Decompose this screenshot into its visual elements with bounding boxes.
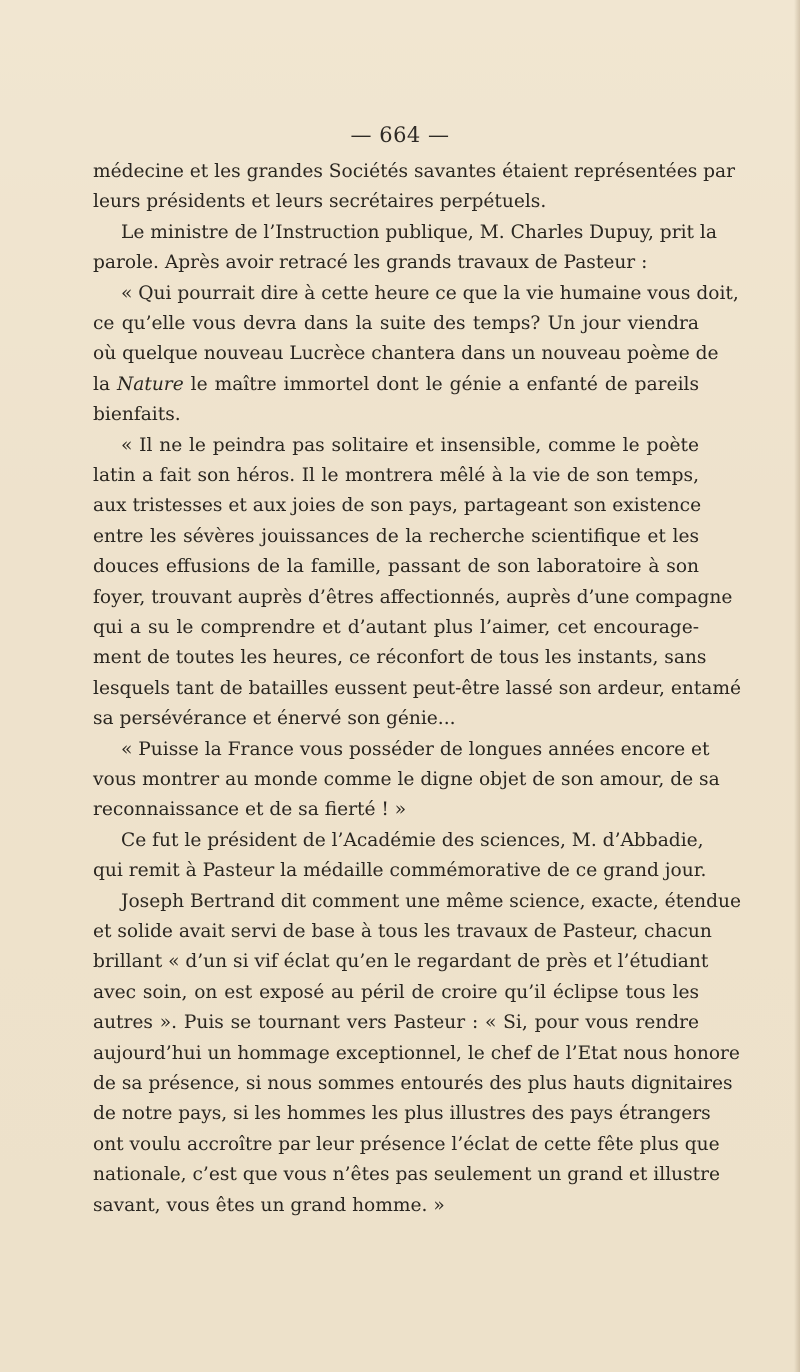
text-line: autres ». Puis se tournant vers Pasteur : « Si, pour vous rendre — [93, 1012, 699, 1034]
text-line: la Nature le maître immortel dont le génie a enfanté de pareils — [93, 373, 699, 395]
text-line: bienfaits. — [93, 404, 181, 426]
text-line: de notre pays, si les hommes les plus illustres des pays étrangers — [93, 1103, 711, 1125]
text-line: « Puisse la France vous posséder de longues années encore et — [121, 738, 710, 760]
text-line: qui remit à Pasteur la médaille commémorative de ce grand jour. — [93, 860, 707, 882]
text-line: « Il ne le peindra pas solitaire et insensible, comme le poète — [121, 434, 699, 456]
text-line: où quelque nouveau Lucrèce chantera dans un nouveau poème de — [93, 343, 719, 365]
text-line: foyer, trouvant auprès d’êtres affectionnés, auprès d’une compagne — [93, 586, 733, 608]
text-line: ce qu’elle vous devra dans la suite des temps? Un jour viendra — [93, 313, 699, 334]
text-line: sa persévérance et énervé son génie... — [93, 708, 456, 730]
text-line: et solide avait servi de base à tous les travaux de Pasteur, chacun — [93, 921, 712, 942]
text-line: savant, vous êtes un grand homme. » — [93, 1194, 445, 1216]
italic-title: Nature — [117, 373, 184, 395]
text-line: nationale, c’est que vous n’êtes pas seulement un grand et illustre — [93, 1164, 721, 1186]
text-line: Ce fut le président de l’Académie des sciences, M. d’Abbadie, — [121, 829, 704, 851]
text-line: parole. Après avoir retracé les grands travaux de Pasteur : — [93, 252, 648, 274]
text-line: douces effusions de la famille, passant de son laboratoire à son — [93, 556, 699, 578]
text-line: lesquels tant de batailles eussent peut-être lassé son ardeur, entamé — [93, 677, 742, 699]
text-line: ment de toutes les heures, ce réconfort de tous les instants, sans — [93, 647, 707, 669]
text-line: qui a su le comprendre et d’autant plus l’aimer, cet encourage- — [93, 617, 699, 638]
text-line: aujourd’hui un hommage exceptionnel, le chef de l’Etat nous honore — [93, 1042, 740, 1064]
text-line: brillant « d’un si vif éclat qu’en le regardant de près et l’étudiant — [93, 951, 709, 973]
text-line: ont voulu accroître par leur présence l’éclat de cette fête plus que — [93, 1133, 720, 1155]
text-line: aux tristesses et aux joies de son pays, partageant son existence — [93, 495, 702, 517]
text-line: vous montrer au monde comme le digne objet de son amour, de sa — [93, 769, 720, 790]
page-edge-shadow — [794, 0, 800, 1372]
text-line: leurs présidents et leurs secrétaires perpétuels. — [93, 191, 547, 213]
text-line: de sa présence, si nous sommes entourés des plus hauts dignitaires — [93, 1073, 733, 1094]
text-line: « Qui pourrait dire à cette heure ce que la vie humaine vous doit, — [121, 282, 739, 304]
text-line: Joseph Bertrand dit comment une même science, exacte, étendue — [121, 890, 742, 912]
text-line: latin a fait son héros. Il le montrera mêlé à la vie de son temps, — [93, 465, 699, 486]
text-line: avec soin, on est exposé au péril de croire qu’il éclipse tous les — [93, 981, 699, 1003]
text-line: entre les sévères jouissances de la recherche scientifique et les — [93, 525, 699, 547]
page-number: — 664 — — [350, 123, 450, 147]
text-line: Le ministre de l’Instruction publique, M. Charles Dupuy, prit la — [121, 221, 717, 243]
text-line: médecine et les grandes Sociétés savantes étaient représentées par — [93, 161, 736, 182]
text-line: reconnaissance et de sa fierté ! » — [93, 799, 407, 821]
